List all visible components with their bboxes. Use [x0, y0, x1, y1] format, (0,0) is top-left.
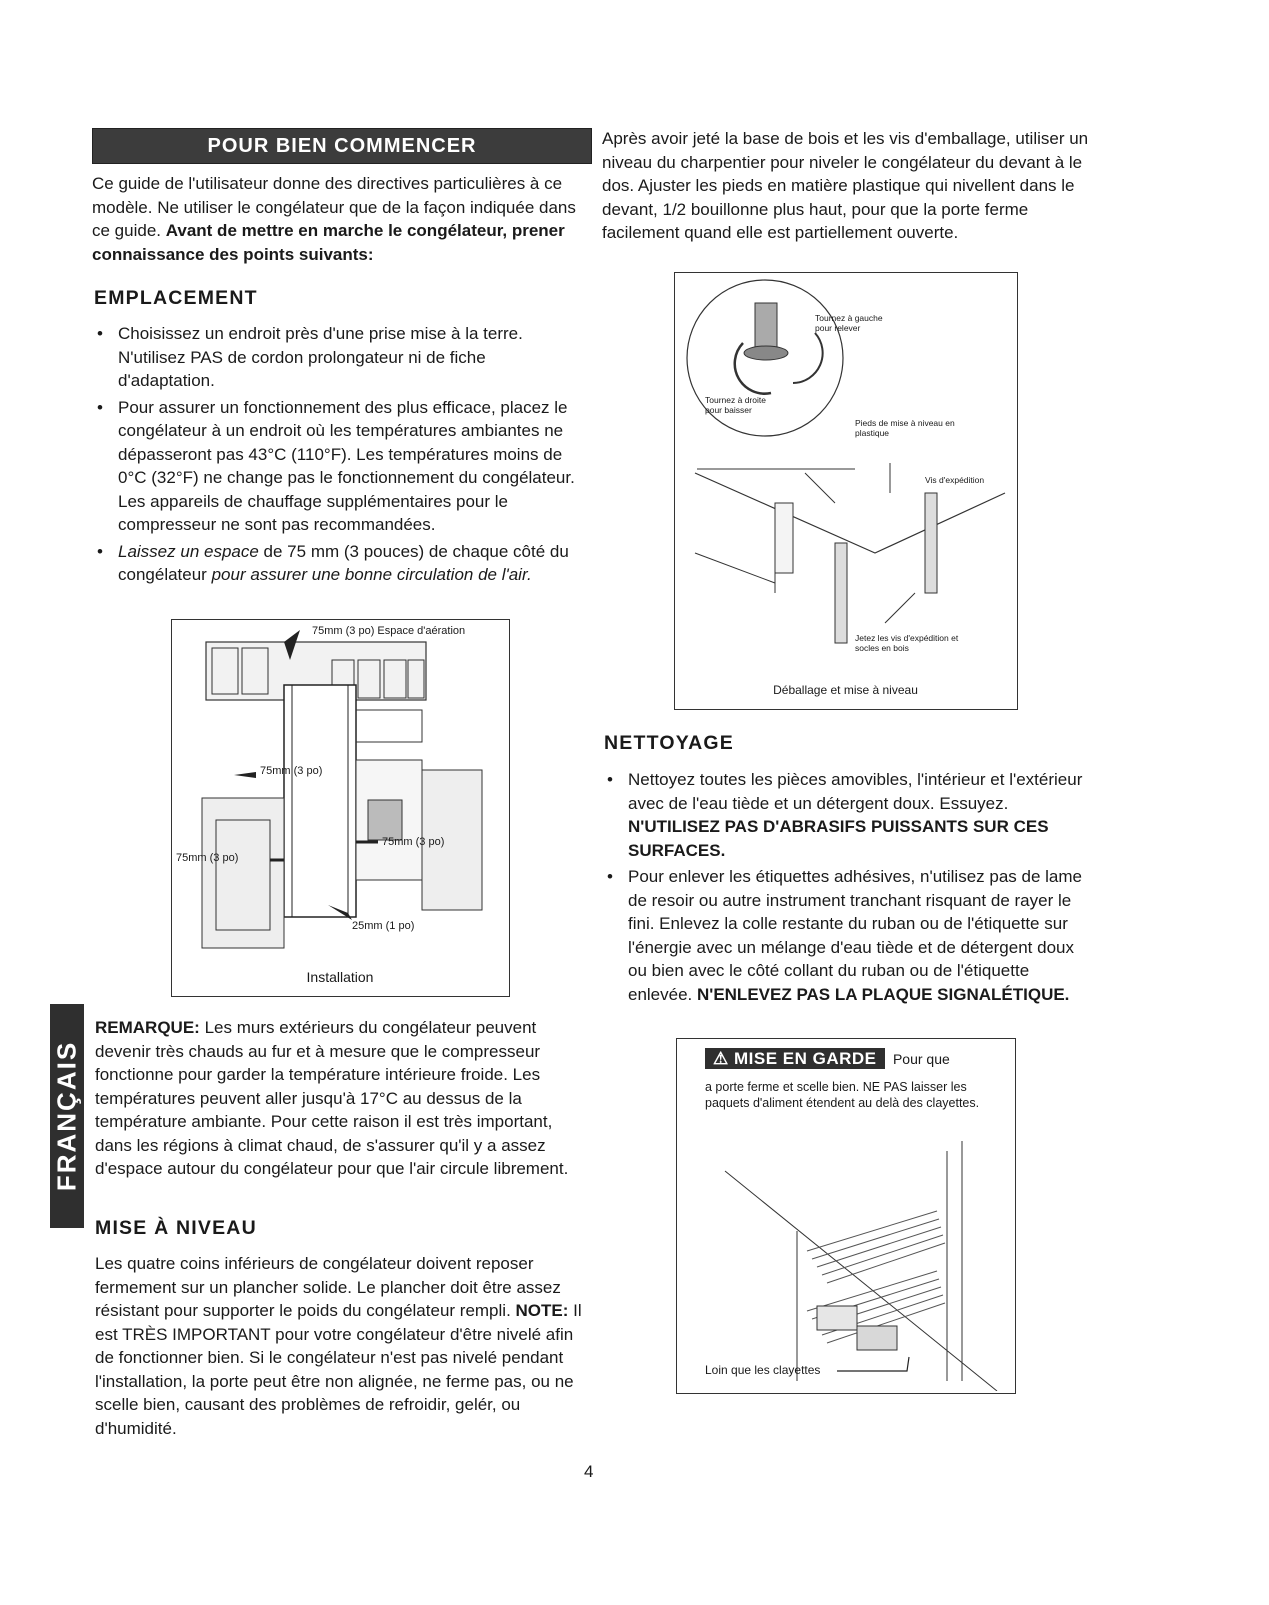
label-leveling-feet: Pieds de mise à niveau en plastique [855, 418, 955, 438]
language-tab [50, 1004, 84, 1228]
shelves-illustration [677, 1131, 1013, 1391]
niveau-heading: MISE À NIVEAU [95, 1217, 257, 1239]
figure-caption: Déballage et mise à niveau [773, 683, 918, 697]
emplacement-list [94, 322, 584, 590]
caution-badge-label: MISE EN GARDE [733, 1049, 877, 1068]
caution-badge [705, 1048, 885, 1069]
label-discard-screws: Jetez les vis d'expédition et socles en bois [855, 633, 959, 653]
note-label: NOTE: [515, 1301, 569, 1320]
installation-figure [171, 619, 510, 997]
italic-text: Laissez un espace [118, 541, 259, 561]
label-shipping-screws: Vis d'expédition [925, 475, 985, 485]
caution-lead: Pour que [892, 1051, 950, 1067]
nettoyage-list [604, 768, 1096, 1009]
caution-text: a porte ferme et scelle bien. NE PAS laisser les paquets d'aliment étendent au delà des clayettes. [705, 1080, 980, 1110]
label-left-gap-lower: 75mm (3 po) [176, 852, 239, 864]
caution-box [676, 1038, 1016, 1394]
intro-paragraph [92, 172, 590, 266]
label-bottom-gap: 25mm (1 po) [352, 920, 415, 932]
niveau-text: Les quatre coins inférieurs de congélateur doivent reposer fermement sur un plancher solide. Le plancher doit être assez résistant pour supporter le poids du congélateur rempli. [95, 1254, 561, 1320]
label-left-gap: 75mm (3 po) [260, 765, 323, 777]
italic-text: pour assurer une bonne circulation de l'air. [211, 565, 532, 584]
list-item-text: de 75 mm (3 pouces) de chaque côté du congélateur [118, 541, 569, 584]
kitchen-illustration [172, 620, 508, 960]
warning-text: N'UTILISEZ PAS D'ABRASIFS PUISSANTS SUR CES SURFACES. [628, 817, 1049, 860]
remarque-label: REMARQUE: [95, 1018, 200, 1037]
page-number: 4 [584, 1462, 594, 1481]
section-banner: POUR BIEN COMMENCER [92, 128, 592, 164]
nettoyage-heading: NETTOYAGE [604, 732, 734, 754]
language-tab-label: FRANÇAIS [51, 1040, 82, 1192]
leveling-figure [674, 272, 1018, 710]
list-item [604, 768, 1096, 862]
caution-header [705, 1049, 1005, 1069]
warning-triangle-icon: ⚠ [713, 1049, 729, 1068]
figure-caption: Installation [306, 969, 374, 985]
niveau-paragraph [95, 1252, 589, 1440]
list-item [94, 540, 584, 587]
intro-bold-text: Avant de mettre en marche le congélateur, prener connaissance des points suivants: [92, 221, 565, 264]
label-turn-right: Tournez à droite pour baisser [705, 395, 766, 415]
list-item-text: Pour enlever les étiquettes adhésives, n'utilisez pas de lame de resoir ou autre instrument tranchant risquant de rayer le fini. Enlevez la colle restante du ruban ou de l'étiquette sur l'énergie avec un mélange d'eau tiède et de détergent doux ou bien avec le côté collant du ruban ou de l'étiquette enlevée. [628, 867, 1083, 1004]
emplacement-heading: EMPLACEMENT [94, 287, 258, 309]
label-shelves: Loin que les clayettes [705, 1363, 821, 1377]
intro-text: Ce guide de l'utilisateur donne des directives particulières à ce modèle. Ne utiliser le congélateur que de la façon indiquée dans ce guide. [92, 174, 576, 240]
list-item [604, 865, 1096, 1006]
label-air-space: 75mm (3 po) Espace d'aération [312, 625, 466, 637]
label-right-gap: 75mm (3 po) [382, 836, 445, 848]
list-item-text: Nettoyez toutes les pièces amovibles, l'intérieur et l'extérieur avec de l'eau tiède et un détergent doux. Essuyez. [628, 770, 1083, 813]
label-turn-left: Tournez à gauche pour relever [815, 313, 883, 333]
list-item: • Choisissez un endroit près d'une prise mise à la terre. N'utilisez PAS de cordon prolongateur ni de fiche d'adaptation. [94, 322, 584, 393]
niveau-text-2: Il est TRÈS IMPORTANT pour votre congélateur d'être nivelé afin de fonctionner bien. Si le congélateur n'est pas nivelé pendant l'installation, la porte peut être non alignée, ne ferme pas, ou ne scelle bien, causant des problèmes de refroidir, gelér, ou d'humidité. [95, 1301, 582, 1438]
list-item: • Pour assurer un fonctionnement des plus efficace, placez le congélateur à un endroit où les températures ambiantes ne dépasseront pas 43°C (110°F). Les températures moins de 0°C (32°F) ne change pas le fonctionnement du congélateur. Les appareils de chauffage supplémentaires pour le compresseur ne sont pas recommandées. [94, 396, 584, 537]
leveling-intro: Après avoir jeté la base de bois et les vis d'emballage, utiliser un niveau du charpentier pour niveler le congélateur du devant à le dos. Ajuster les pieds en matière plastique qui nivellent dans le devant, 1/2 bouillonne plus haut, pour que la porte ferme facilement quand elle est partiellement ouverte. [602, 129, 1089, 242]
remarque-paragraph [95, 1016, 589, 1181]
warning-text: N'ENLEVEZ PAS LA PLAQUE SIGNALÉTIQUE. [697, 984, 1070, 1004]
remarque-text: Les murs extérieurs du congélateur peuvent devenir très chauds au fur et à mesure que le compresseur fonctionne pour garder la température intérieure froide. Les températures peuvent aller jusqu'à 17°C au dessus de la température ambiante. Pour cette raison il est très important, dans les régions à climat chaud, de s'assurer qu'il y a assez d'espace autour du congélateur pour que l'air circule librement. [95, 1018, 569, 1178]
